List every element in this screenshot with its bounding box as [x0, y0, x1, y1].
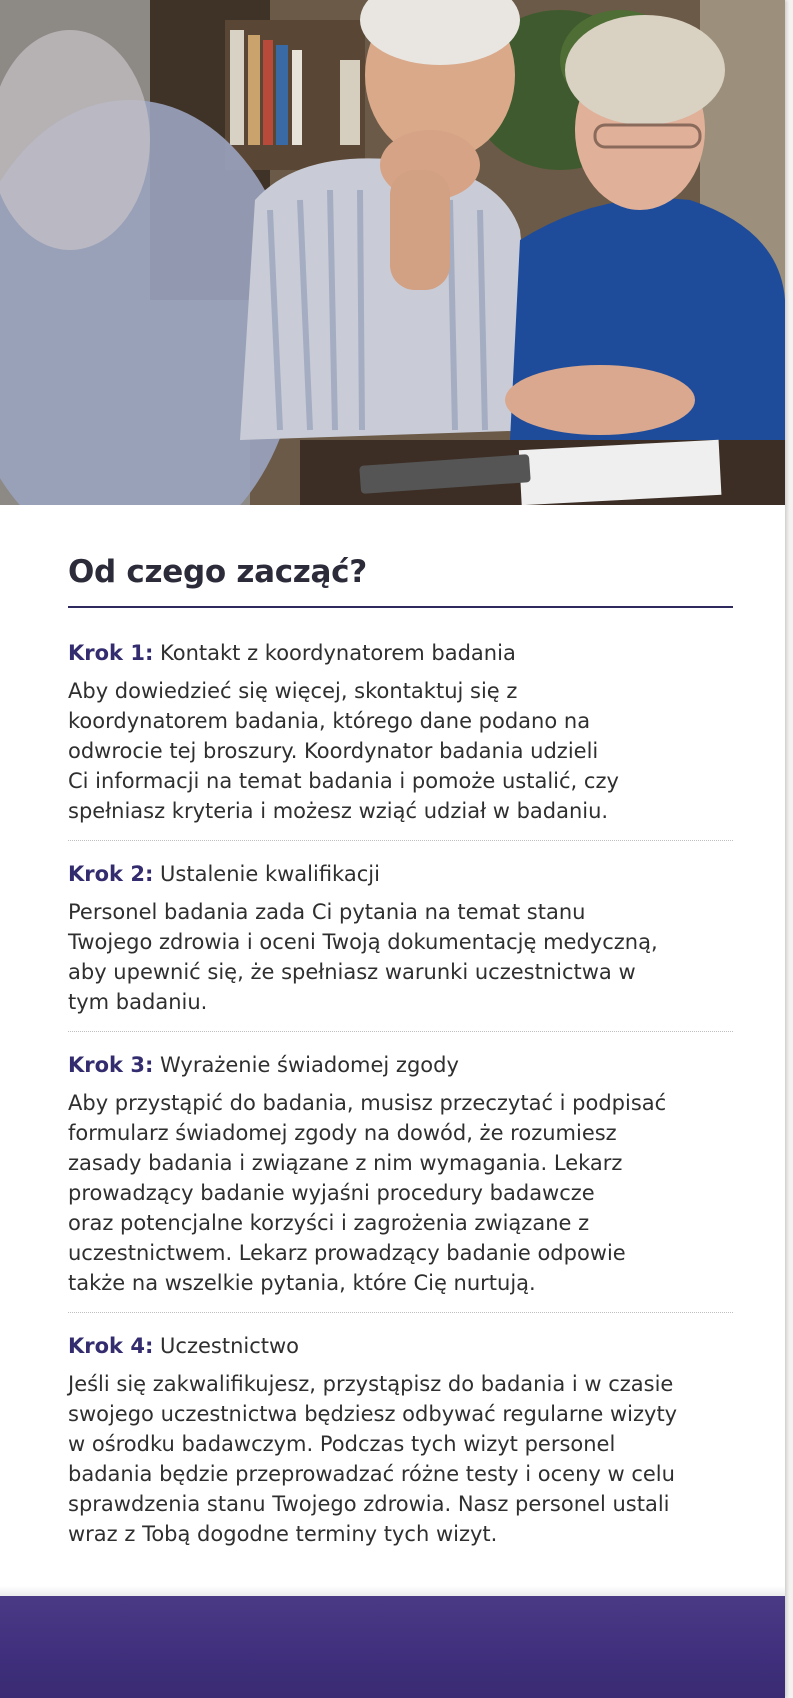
- step-4-line: Jeśli się zakwalifikujesz, przystąpisz do badania i w czasie: [68, 1372, 674, 1396]
- step-3-heading: [68, 1050, 733, 1080]
- step-3-body: [68, 1088, 733, 1298]
- footer-shadow: [0, 1586, 785, 1596]
- step-1-line: Aby dowiedzieć się więcej, skontaktuj się z: [68, 679, 518, 703]
- step-3-line: formularz świadomej zgody na dowód, że rozumiesz: [68, 1121, 617, 1145]
- step-2-body: [68, 897, 733, 1017]
- step-3-line: także na wszelkie pytania, które Cię nurtują.: [68, 1271, 536, 1295]
- page-title: Od czego zacząć?: [68, 554, 367, 590]
- step-1-line: koordynatorem badania, którego dane podano na: [68, 709, 591, 733]
- step-3-line: prowadzący badanie wyjaśni procedury badawcze: [68, 1181, 595, 1205]
- step-1-title: Kontakt z koordynatorem badania: [160, 641, 516, 665]
- step-1-heading: [68, 638, 733, 668]
- step-divider: [68, 1031, 733, 1032]
- step-2-title: Ustalenie kwalifikacji: [160, 862, 380, 886]
- step-1-label: Krok 1:: [68, 641, 154, 665]
- step-2-line: aby upewnić się, że spełniasz warunki uczestnictwa w: [68, 960, 636, 984]
- header-photo: [0, 0, 785, 505]
- step-4-line: sprawdzenia stanu Twojego zdrowia. Nasz personel ustali: [68, 1492, 670, 1516]
- photo-illustration: [0, 0, 785, 505]
- step-3-line: zasady badania i związane z nim wymagania. Lekarz: [68, 1151, 623, 1175]
- step-1-line: spełniasz kryteria i możesz wziąć udział w badaniu.: [68, 799, 609, 823]
- content-area: [68, 530, 733, 1549]
- step-2-label: Krok 2:: [68, 862, 154, 886]
- step-divider: [68, 1312, 733, 1313]
- step-4: [68, 1331, 733, 1549]
- step-3-line: uczestnictwem. Lekarz prowadzący badanie odpowie: [68, 1241, 626, 1265]
- step-4-title: Uczestnictwo: [160, 1334, 300, 1358]
- step-1-line: Ci informacji na temat badania i pomoże ustalić, czy: [68, 769, 619, 793]
- step-divider: [68, 840, 733, 841]
- step-2-heading: [68, 859, 733, 889]
- title-underline: [68, 606, 733, 608]
- step-4-line: swojego uczestnictwa będziesz odbywać regularne wizyty: [68, 1402, 678, 1426]
- step-2-line: Twojego zdrowia i oceni Twoją dokumentację medyczną,: [68, 930, 658, 954]
- step-3-line: Aby przystąpić do badania, musisz przeczytać i podpisać: [68, 1091, 667, 1115]
- step-4-label: Krok 4:: [68, 1334, 154, 1358]
- step-3-title: Wyrażenie świadomej zgody: [160, 1053, 459, 1077]
- footer-band: [0, 1596, 785, 1698]
- step-3-line: oraz potencjalne korzyści i zagrożenia związane z: [68, 1211, 590, 1235]
- step-1-line: odwrocie tej broszury. Koordynator badania udzieli: [68, 739, 599, 763]
- step-1: [68, 638, 733, 826]
- step-4-line: w ośrodku badawczym. Podczas tych wizyt personel: [68, 1432, 616, 1456]
- step-4-line: badania będzie przeprowadzać różne testy i oceny w celu: [68, 1462, 675, 1486]
- step-2-line: tym badaniu.: [68, 990, 208, 1014]
- step-4-line: wraz z Tobą dogodne terminy tych wizyt.: [68, 1522, 498, 1546]
- step-2: [68, 859, 733, 1017]
- step-4-body: [68, 1369, 733, 1549]
- step-4-heading: [68, 1331, 733, 1361]
- step-1-body: [68, 676, 733, 826]
- step-3: [68, 1050, 733, 1298]
- step-3-label: Krok 3:: [68, 1053, 154, 1077]
- step-2-line: Personel badania zada Ci pytania na temat stanu: [68, 900, 586, 924]
